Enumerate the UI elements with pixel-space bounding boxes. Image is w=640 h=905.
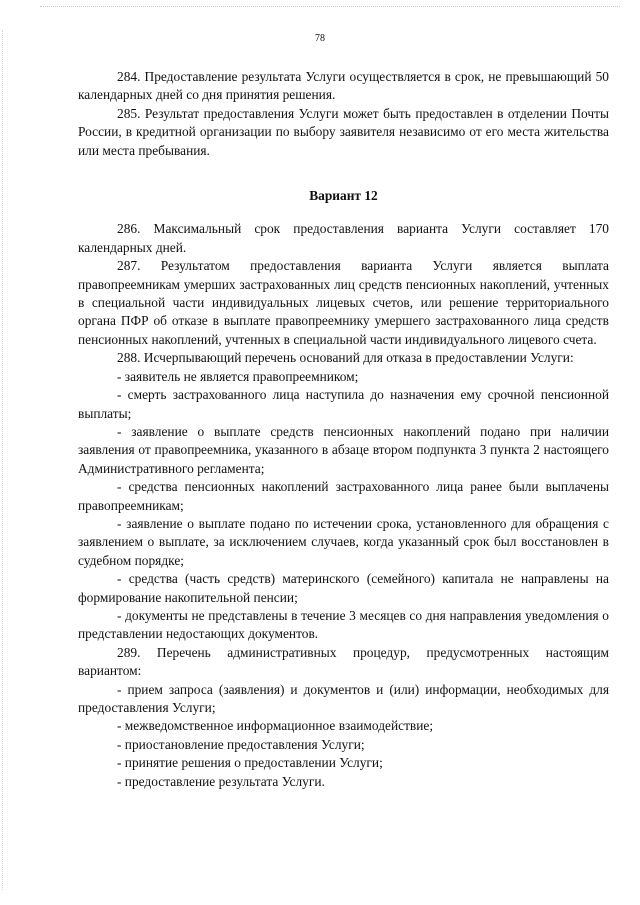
scan-edge-top xyxy=(40,6,620,7)
section-heading-variant-12: Вариант 12 xyxy=(309,188,378,204)
list-item: - предоставление результата Услуги. xyxy=(117,773,325,789)
section-variant-12 xyxy=(78,220,609,791)
list-item: - заявление о выплате средств пенсионных накоплений подано при наличии заявления от правопреемника, указанного в абзаце втором подпункта 3 пункта 2 настоящего Административного регламента; xyxy=(78,423,609,476)
list-item: - принятие решения о предоставлении Услуги; xyxy=(117,755,383,771)
document-body xyxy=(78,68,609,791)
page-number: 78 xyxy=(315,33,325,44)
list-item: - смерть застрахованного лица наступила до назначения ему срочной пенсионной выплаты; xyxy=(78,387,609,421)
list-item: - прием запроса (заявления) и документов и (или) информации, необходимых для предоставления Услуги; xyxy=(78,681,609,715)
paragraph-289: 289. Перечень административных процедур, предусмотренных настоящим вариантом: xyxy=(78,644,609,679)
paragraph-285: 285. Результат предоставления Услуги может быть предоставлен в отделении Почты России, в кредитной организации по выбору заявителя независимо от его места жительства или места пребывания. xyxy=(78,105,609,158)
paragraph-284: 284. Предоставление результата Услуги осуществляется в срок, не превышающий 50 календарных дней со дня принятия решения. xyxy=(78,69,609,103)
scan-edge-left xyxy=(2,30,3,890)
list-item: - межведомственное информационное взаимодействие; xyxy=(117,718,434,734)
paragraph-286: 286. Максимальный срок предоставления варианта Услуги составляет 170 календарных дней. xyxy=(78,221,609,255)
list-item: - средства пенсионных накоплений застрахованного лица ранее были выплачены правопреемникам; xyxy=(78,479,609,513)
list-item: - приостановление предоставления Услуги; xyxy=(117,736,365,752)
paragraph-287: 287. Результатом предоставления варианта Услуги является выплата правопреемникам умерших застрахованных лиц средств пенсионных накоплений, учтенных в специальной части индивидуальных лицевых счетов, или решение территориального органа ПФР об отказе в выплате правопреемнику умершего застрахованного лица средств пенсионных накоплений, учтенных в специальной части индивидуального лицевого счета. xyxy=(78,258,609,347)
list-item: - заявление о выплате подано по истечении срока, установленного для обращения с заявлением о выплате, за исключением случаев, когда указанный срок был восстановлен в судебном порядке; xyxy=(78,515,609,568)
list-item: - документы не представлены в течение 3 месяцев со дня направления уведомления о представлении недостающих документов. xyxy=(78,607,609,642)
paragraph-288: 288. Исчерпывающий перечень оснований для отказа в предоставлении Услуги: xyxy=(117,350,574,366)
list-item: - средства (часть средств) материнского (семейного) капитала не направлены на формирование накопительной пенсии; xyxy=(78,571,609,605)
list-item: - заявитель не является правопреемником; xyxy=(117,368,359,384)
section-intro xyxy=(78,68,609,160)
